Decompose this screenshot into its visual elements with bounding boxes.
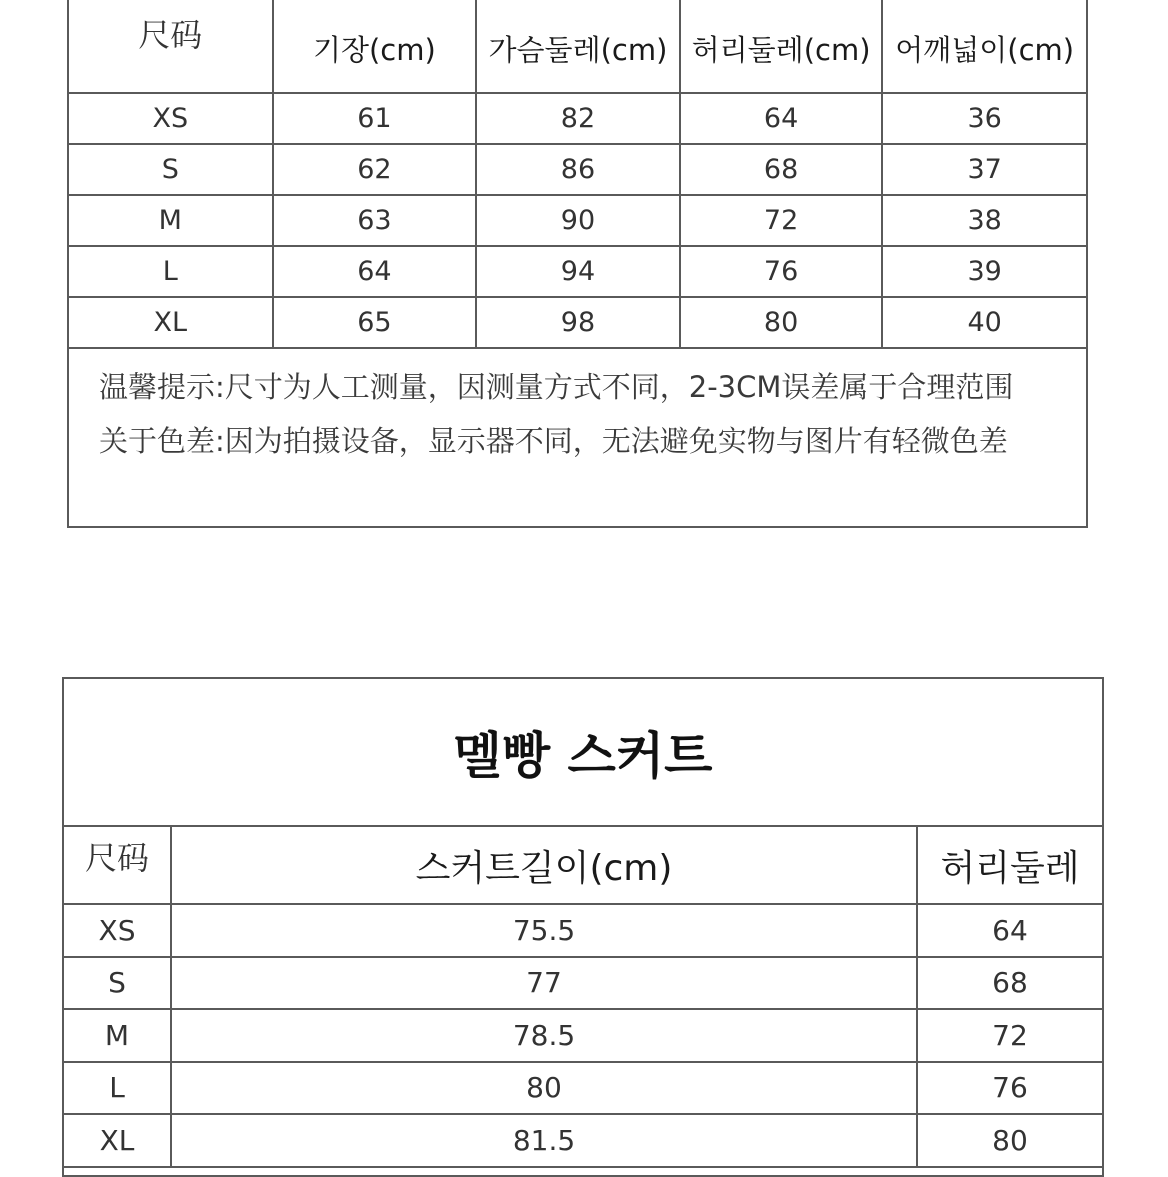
size-cell: XS	[64, 905, 172, 956]
length-cell: 63	[274, 196, 478, 245]
waist-cell: 76	[992, 1071, 1028, 1105]
chest-cell: 94	[477, 247, 681, 296]
header-size: 尺码	[69, 0, 274, 92]
table-header-row	[69, 0, 1086, 94]
length-cell: 61	[274, 94, 478, 143]
top-size-table	[67, 0, 1088, 528]
table-row	[64, 905, 1102, 958]
shoulder-cell: 39	[967, 256, 1002, 287]
note-measurement: 温馨提示:尺寸为人工测量，因测量方式不同，2-3CM误差属于合理范围	[99, 370, 1014, 404]
table-row	[69, 196, 1086, 247]
waist-cell: 64	[681, 94, 884, 143]
header-size: 尺码	[64, 827, 172, 903]
shoulder-cell: 40	[967, 307, 1002, 338]
shoulder-cell: 38	[967, 205, 1002, 236]
table-row	[69, 298, 1086, 349]
shoulder-cell: 36	[967, 103, 1002, 134]
table-row	[69, 94, 1086, 145]
size-cell: XS	[69, 94, 274, 143]
length-cell: 62	[274, 145, 478, 194]
length-cell: 65	[274, 298, 478, 347]
header-length: 기장(cm)	[274, 0, 478, 92]
size-cell: XL	[64, 1115, 172, 1166]
waist-cell: 80	[992, 1123, 1028, 1157]
size-cell: S	[64, 958, 172, 1009]
table-row	[69, 145, 1086, 196]
top-size-grid	[69, 0, 1086, 349]
skirt-length-cell: 80	[172, 1063, 918, 1114]
waist-cell: 72	[681, 196, 884, 245]
chest-cell: 90	[477, 196, 681, 245]
shoulder-cell: 37	[967, 154, 1002, 185]
header-skirt-length: 스커트길이(cm)	[172, 827, 918, 903]
table-header-row	[64, 827, 1102, 905]
header-shoulder: 어깨넓이(cm)	[895, 32, 1075, 67]
skirt-table-title: 멜빵 스커트	[64, 679, 1102, 827]
header-chest: 가슴둘레(cm)	[477, 0, 681, 92]
note-color: 关于色差:因为拍摄设备，显示器不同，无法避免实物与图片有轻微色差	[99, 424, 1008, 458]
table-row	[64, 1115, 1102, 1168]
waist-cell: 72	[992, 1018, 1028, 1052]
size-cell: M	[69, 196, 274, 245]
table-row	[64, 958, 1102, 1011]
table-row	[64, 1063, 1102, 1116]
skirt-length-cell: 81.5	[172, 1115, 918, 1166]
header-waist: 허리둘레(cm)	[681, 0, 884, 92]
waist-cell: 68	[992, 966, 1028, 1000]
size-cell: M	[64, 1010, 172, 1061]
length-cell: 64	[274, 247, 478, 296]
waist-cell: 68	[681, 145, 884, 194]
table-row	[64, 1010, 1102, 1063]
chest-cell: 86	[477, 145, 681, 194]
waist-cell: 76	[681, 247, 884, 296]
measurement-notes	[99, 360, 1013, 468]
size-cell: XL	[69, 298, 274, 347]
skirt-length-cell: 75.5	[172, 905, 918, 956]
chest-cell: 98	[477, 298, 681, 347]
waist-cell: 80	[681, 298, 884, 347]
size-cell: S	[69, 145, 274, 194]
table-row	[69, 247, 1086, 298]
size-cell: L	[69, 247, 274, 296]
skirt-size-table	[62, 677, 1104, 1177]
skirt-length-cell: 77	[172, 958, 918, 1009]
size-cell: L	[64, 1063, 172, 1114]
chest-cell: 82	[477, 94, 681, 143]
header-waist: 허리둘레	[940, 847, 1080, 889]
waist-cell: 64	[992, 913, 1028, 947]
skirt-length-cell: 78.5	[172, 1010, 918, 1061]
